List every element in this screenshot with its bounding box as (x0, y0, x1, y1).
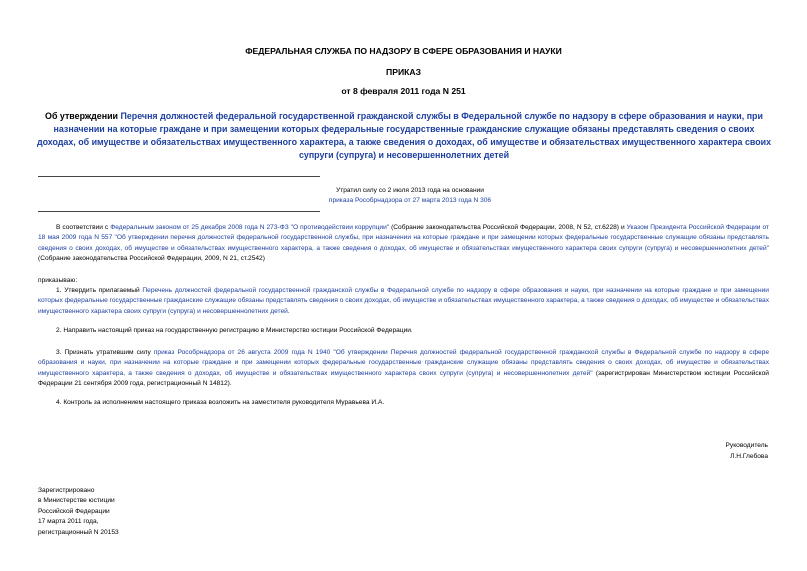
item-2-paragraph: 2. Направить настоящий приказ на государственную регистрацию в Министерство юстиции Российской Федерации. (56, 327, 413, 334)
agency-heading: ФЕДЕРАЛЬНАЯ СЛУЖБА ПО НАДЗОРУ В СФЕРЕ ОБРАЗОВАНИЯ И НАУКИ (245, 46, 562, 56)
registration-line: Российской Федерации (38, 507, 110, 515)
item-1-end: . (287, 307, 290, 315)
document-title (34, 110, 774, 162)
signature-block (600, 440, 768, 462)
registration-line: 17 марта 2011 года, (38, 518, 99, 526)
registration-line: Зарегистрировано (38, 487, 95, 494)
repeal-note (290, 186, 530, 206)
title-link[interactable]: Перечня должностей федеральной государственной гражданской службы в Федеральной службе по надзору в сфере образования и науки, при назначении на которые граждане и при замещении которых федеральные государственные гражданские служащие обязаны представлять сведения о своих доходах, об имуществе и обязательствах имущественного характера, а также сведения о доходах, об имуществе и обязательствах имущественного характера своих супруги (супруга) и несовершеннолетних детей (36, 111, 772, 160)
document-type-heading: ПРИКАЗ (386, 67, 421, 77)
repeal-note-text: Утратил силу со 2 июля 2013 года на основании (336, 187, 484, 194)
preamble-text-1: В соответствии с (56, 224, 111, 231)
item-3-paragraph (38, 348, 769, 389)
presidential-decree-link[interactable]: Указом Президента Российской Федерации от 18 мая 2009 года N 557 "Об утверждении перечня должностей федеральной государственной службы, при назначении на которые граждане и при замещении которых федеральные государственные служащие обязаны представлять сведения о своих доходах, об имуществе и обязательствах имущественного характера, а также сведения о доходах, об имуществе и обязательствах имущественного характера своих супруги (супруга) и несовершеннолетних детей" (38, 224, 769, 252)
registration-block (38, 486, 238, 538)
bottom-divider (38, 211, 320, 212)
order-word: приказываю: (38, 277, 78, 284)
item-1-text: 1. Утвердить прилагаемый (56, 287, 143, 294)
item-3-link[interactable]: приказ Рособрнадзора от 26 августа 2009 года N 1940 "Об утверждении Перечня должностей федеральной государственной гражданской службы в Федеральной службе по надзору в сфере образования и науки, при назначении на которые граждане и при замещении которых федеральные государственные гражданские служащие обязаны представлять сведения о своих доходах, об имуществе и обязательствах имущественного характера, а также сведения о доходах, об имуществе и обязательствах имущественного характера своих супруги (супруга) и несовершеннолетних детей" (38, 349, 770, 377)
preamble-text-3: (Собрание законодательства Российской Федерации, 2009, N 21, ст.2542) (38, 254, 265, 262)
federal-law-link[interactable]: Федеральным законом от 25 декабря 2008 года N 273-ФЗ "О противодействии коррупции" (110, 224, 390, 231)
preamble-text-2: (Собрание законодательства Российской Федерации, 2008, N 52, ст.6228) и (389, 224, 627, 231)
date-number-heading: от 8 февраля 2011 года N 251 (341, 86, 466, 96)
signature-role: Руководитель (725, 442, 768, 449)
registration-line: в Министерстве юстиции (38, 497, 115, 505)
item-4-paragraph: 4. Контроль за исполнением настоящего приказа возложить на заместителя руководителя Муравьева И.А. (56, 399, 385, 406)
registration-line: регистрационный N 20153 (38, 528, 119, 536)
top-divider (38, 176, 320, 177)
item-3-end: (зарегистрирован Министерством юстиции Российской Федерации 21 сентября 2009 года, регистрационный N 14812). (38, 369, 769, 387)
item-1-paragraph (38, 286, 769, 317)
item-3-text: 3. Признать утратившим силу (56, 349, 154, 356)
title-prefix: Об утверждении (45, 111, 121, 121)
preamble-paragraph (38, 223, 769, 264)
repeal-note-link[interactable]: приказа Рособрнадзора от 27 марта 2013 года N 306 (328, 197, 492, 204)
item-1-link[interactable]: Перечень должностей федеральной государственной гражданской службы в Федеральной службе по надзору в сфере образования и науки, при назначении на которые граждане и при замещении которых федеральные государственные гражданские служащие обязаны представлять сведения о своих доходах, об имуществе и обязательствах имущественного характера, а также сведения о доходах, об имуществе и обязательствах имущественного характера своих супруги (супруга) и несовершеннолетних детей (38, 287, 769, 315)
signature-name: Л.Н.Глебова (730, 453, 768, 460)
